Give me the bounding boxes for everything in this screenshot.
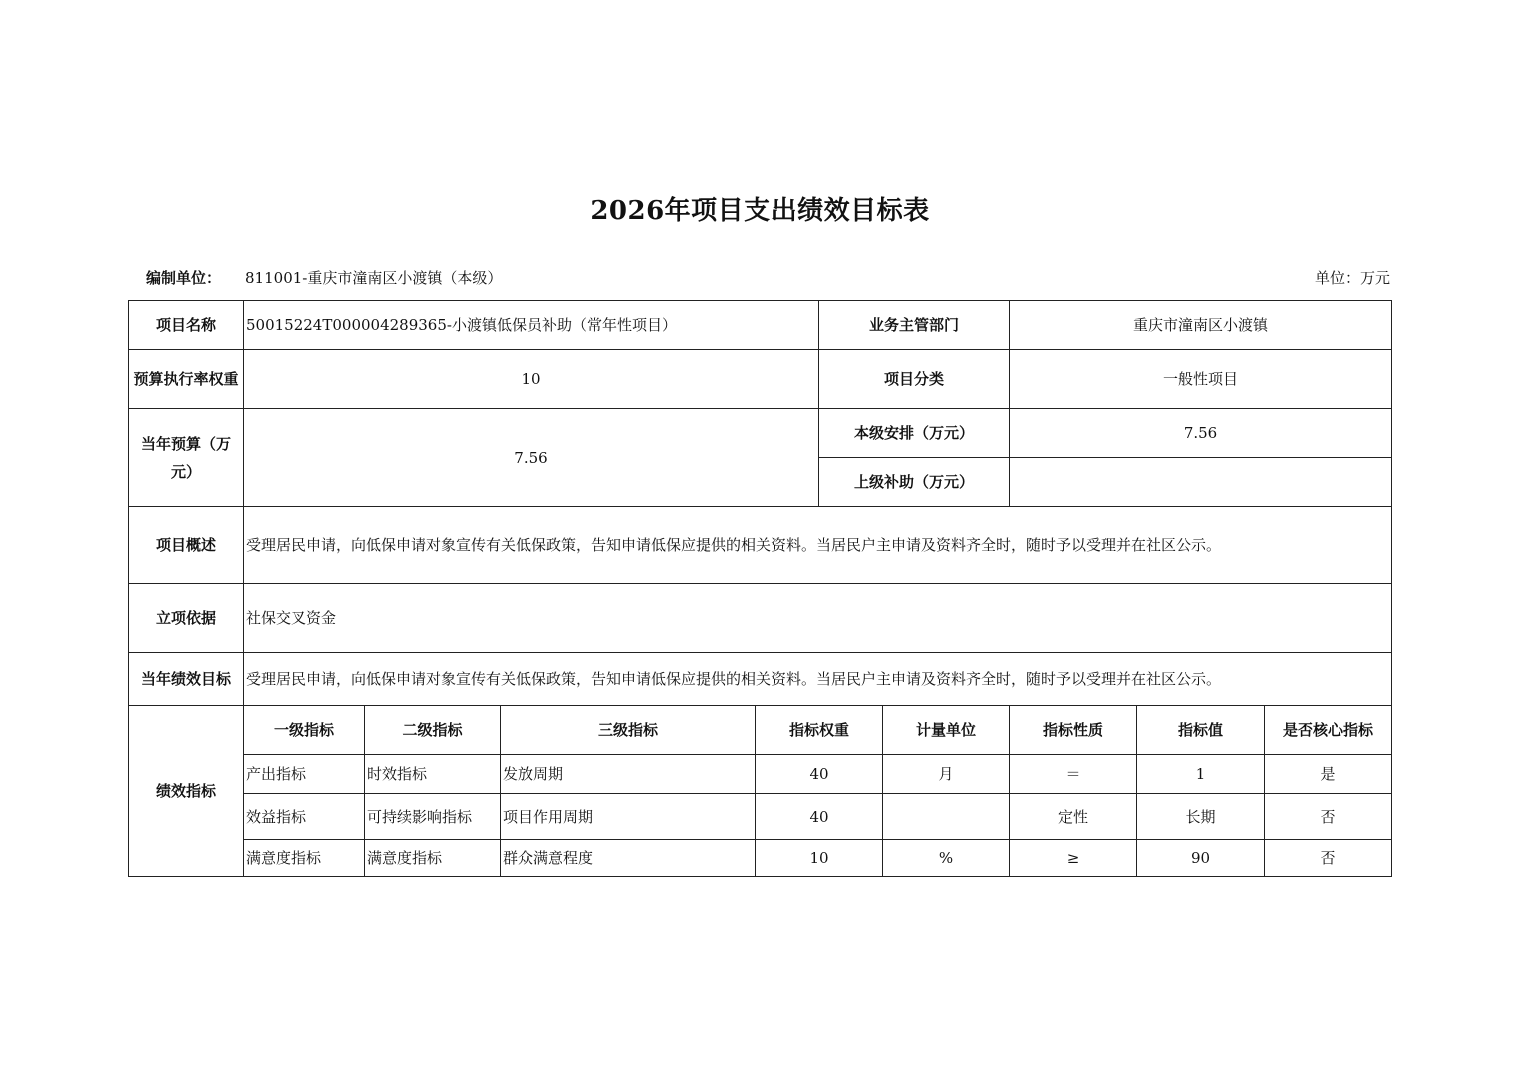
currency-unit: 单位：万元 xyxy=(1314,269,1390,287)
indicator-header-row xyxy=(129,706,1392,755)
overview-label: 项目概述 xyxy=(129,507,244,584)
indicator-core: 是 xyxy=(1265,755,1392,794)
row-overview xyxy=(129,507,1392,584)
row-weight xyxy=(129,350,1392,409)
upper-value xyxy=(1010,458,1392,507)
indicator-level2: 可持续影响指标 xyxy=(365,794,501,840)
indicator-unit xyxy=(883,794,1010,840)
project-name-label: 项目名称 xyxy=(129,301,244,350)
basis-label: 立项依据 xyxy=(129,584,244,653)
category-value: 一般性项目 xyxy=(1010,350,1392,409)
row-budget-local xyxy=(129,409,1392,458)
indicator-level3: 群众满意程度 xyxy=(501,840,756,877)
indicator-unit: 月 xyxy=(883,755,1010,794)
overview-value: 受理居民申请，向低保申请对象宣传有关低保政策，告知申请低保应提供的相关资料。当居民户主申请及资料齐全时，随时予以受理并在社区公示。 xyxy=(244,507,1392,584)
indicator-level2: 时效指标 xyxy=(365,755,501,794)
budget-value: 7.56 xyxy=(244,409,819,507)
col-header-nature: 指标性质 xyxy=(1010,706,1137,755)
dept-value: 重庆市潼南区小渡镇 xyxy=(1010,301,1392,350)
col-header-weight: 指标权重 xyxy=(756,706,883,755)
col-header-core: 是否核心指标 xyxy=(1265,706,1392,755)
row-project-name xyxy=(129,301,1392,350)
category-label: 项目分类 xyxy=(819,350,1010,409)
indicators-label: 绩效指标 xyxy=(129,706,244,877)
goal-label: 当年绩效目标 xyxy=(129,653,244,706)
compiling-unit xyxy=(146,267,502,288)
indicator-unit: % xyxy=(883,840,1010,877)
local-value: 7.56 xyxy=(1010,409,1392,458)
indicator-level2: 满意度指标 xyxy=(365,840,501,877)
indicator-row xyxy=(129,840,1392,877)
row-basis xyxy=(129,584,1392,653)
indicator-value: 长期 xyxy=(1137,794,1265,840)
indicator-nature: 定性 xyxy=(1010,794,1137,840)
indicator-nature: ≥ xyxy=(1010,840,1137,877)
upper-label: 上级补助（万元） xyxy=(819,458,1010,507)
indicator-row xyxy=(129,794,1392,840)
budget-label: 当年预算（万元） xyxy=(129,409,244,507)
col-header-value: 指标值 xyxy=(1137,706,1265,755)
indicator-nature: ＝ xyxy=(1010,755,1137,794)
project-name-value: 50015224T000004289365-小渡镇低保员补助（常年性项目） xyxy=(244,301,819,350)
indicator-value: 1 xyxy=(1137,755,1265,794)
compiling-unit-label: 编制单位： xyxy=(146,269,222,287)
indicator-level1: 产出指标 xyxy=(244,755,365,794)
weight-value: 10 xyxy=(244,350,819,409)
indicator-level1: 效益指标 xyxy=(244,794,365,840)
indicator-weight: 10 xyxy=(756,840,883,877)
basis-value: 社保交叉资金 xyxy=(244,584,1392,653)
page-title: 2026年项目支出绩效目标表 xyxy=(590,196,930,226)
indicator-value: 90 xyxy=(1137,840,1265,877)
compiling-unit-value: 811001-重庆市潼南区小渡镇（本级） xyxy=(245,269,503,287)
col-header-level2: 二级指标 xyxy=(365,706,501,755)
col-header-unit: 计量单位 xyxy=(883,706,1010,755)
row-goal xyxy=(129,653,1392,706)
local-label: 本级安排（万元） xyxy=(819,409,1010,458)
dept-label: 业务主管部门 xyxy=(819,301,1010,350)
goal-value: 受理居民申请，向低保申请对象宣传有关低保政策，告知申请低保应提供的相关资料。当居民户主申请及资料齐全时，随时予以受理并在社区公示。 xyxy=(244,653,1392,706)
performance-table xyxy=(128,300,1392,877)
indicator-level3: 项目作用周期 xyxy=(501,794,756,840)
indicator-weight: 40 xyxy=(756,755,883,794)
indicator-core: 否 xyxy=(1265,794,1392,840)
weight-label: 预算执行率权重 xyxy=(129,350,244,409)
col-header-level1: 一级指标 xyxy=(244,706,365,755)
col-header-level3: 三级指标 xyxy=(501,706,756,755)
indicator-level1: 满意度指标 xyxy=(244,840,365,877)
indicator-core: 否 xyxy=(1265,840,1392,877)
indicator-level3: 发放周期 xyxy=(501,755,756,794)
indicator-weight: 40 xyxy=(756,794,883,840)
indicator-row xyxy=(129,755,1392,794)
